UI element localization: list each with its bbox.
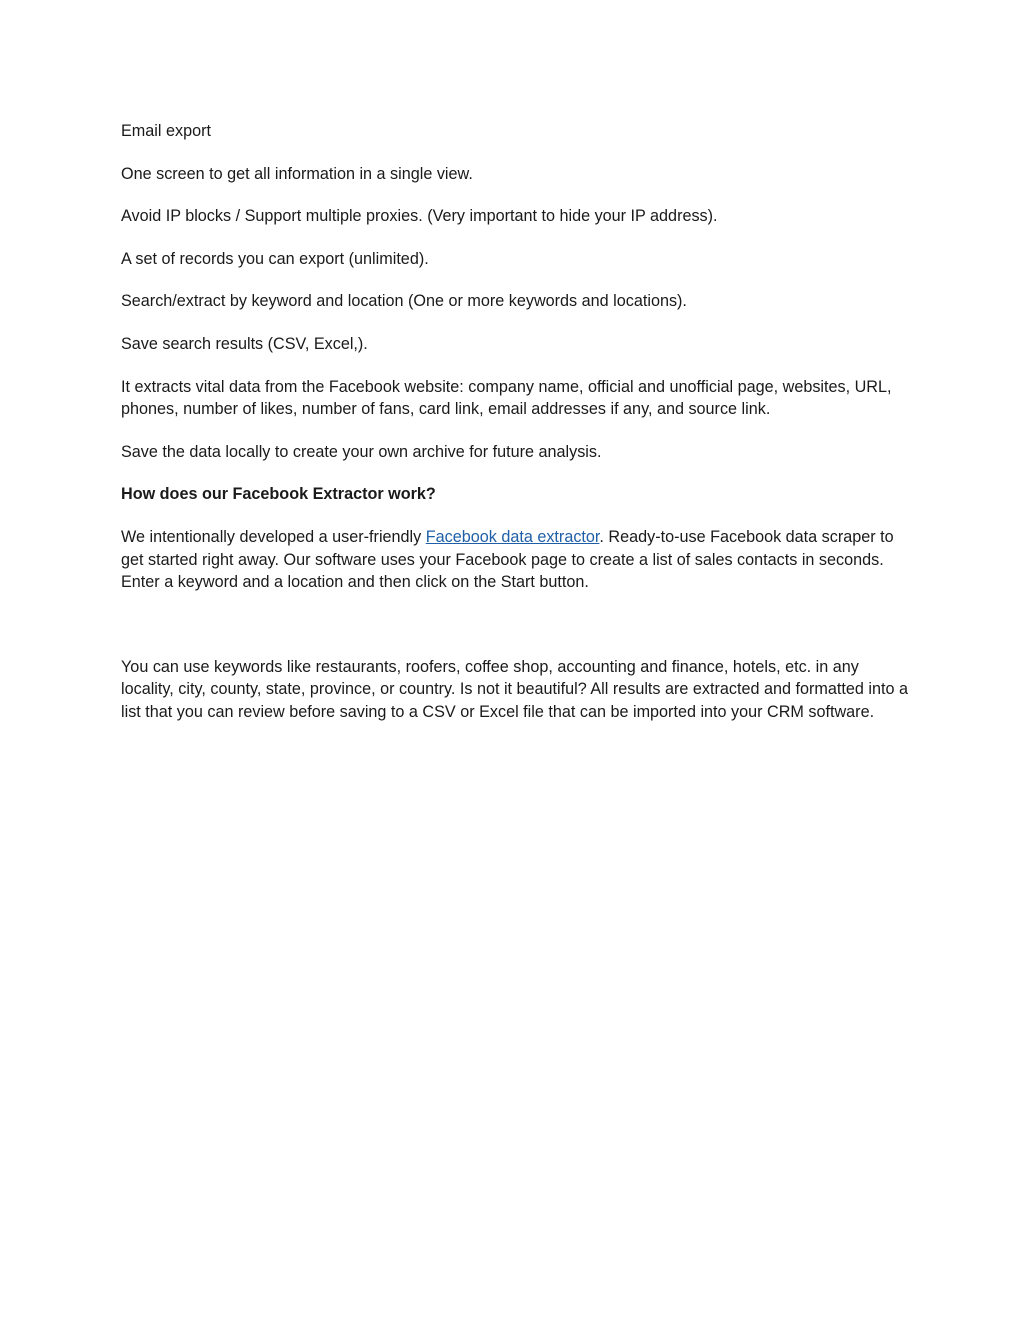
feature-save-results: Save search results (CSV, Excel,). [121, 334, 368, 353]
facebook-data-extractor-link[interactable]: Facebook data extractor [425, 527, 600, 546]
feature-unlimited-export: A set of records you can export (unlimited). [121, 249, 429, 268]
intro-text-before-link: We intentionally developed a user-friendly [121, 527, 426, 546]
feature-email-export: Email export [121, 122, 211, 140]
document-body [121, 120, 911, 744]
closing-paragraph: You can use keywords like restaurants, roofers, coffee shop, accounting and finance, hotels, etc. in any locality, city, county, state, province, or country. Is not it beautiful? All results are extracted and formatted into a list that you can review before saving to a CSV or Excel file that can be imported into your CRM software. [121, 657, 908, 721]
intro-paragraph [121, 526, 911, 594]
feature-local-archive: Save the data locally to create your own archive for future analysis. [121, 442, 602, 461]
intro-text-after-link: . Ready-to-use Facebook data scraper to get started right away. Our software uses your Facebook page to create a list of sales contacts in seconds. Enter a keyword and a location and then click on the Start button. [121, 527, 894, 592]
feature-vital-data: It extracts vital data from the Facebook website: company name, official and unofficial page, websites, URL, phones, number of likes, number of fans, card link, email addresses if any, and source link. [121, 377, 892, 419]
feature-keyword-location: Search/extract by keyword and location (One or more keywords and locations). [121, 292, 687, 311]
feature-single-view: One screen to get all information in a single view. [121, 164, 473, 183]
blank-line [121, 614, 911, 656]
feature-proxies: Avoid IP blocks / Support multiple proxies. (Very important to hide your IP address). [121, 207, 718, 226]
section-heading: How does our Facebook Extractor work? [121, 485, 436, 504]
